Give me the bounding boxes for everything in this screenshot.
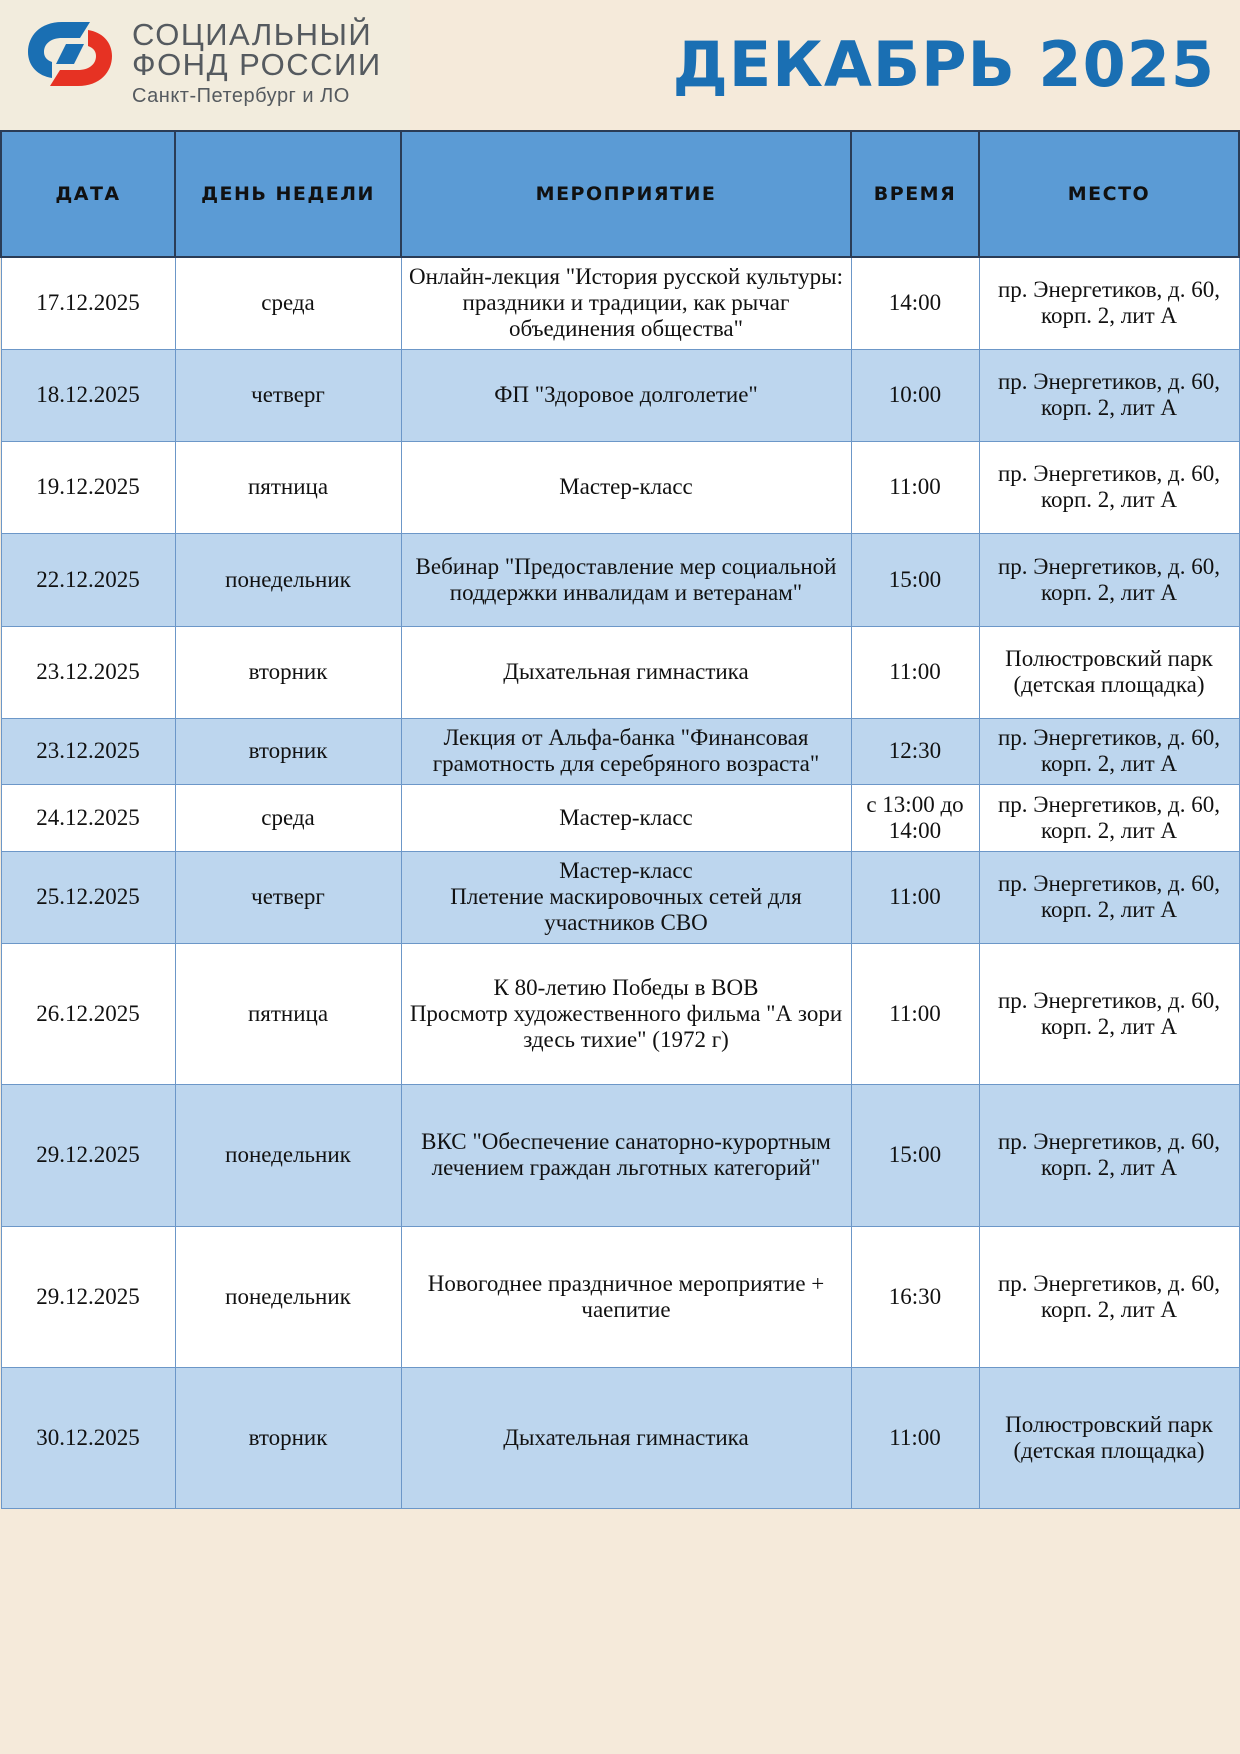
date-cell: 24.12.2025 [1,784,175,851]
date-cell: 22.12.2025 [1,533,175,626]
time-cell: 12:30 [851,718,979,784]
event-cell: Лекция от Альфа-банка "Финансовая грамотность для серебряного возраста" [401,718,851,784]
place-cell: пр. Энергетиков, д. 60, корп. 2, лит А [979,943,1239,1084]
event-cell: Дыхательная гимнастика [401,1367,851,1508]
date-cell: 26.12.2025 [1,943,175,1084]
table-row [1,1367,1239,1508]
time-cell: 11:00 [851,626,979,718]
place-cell: пр. Энергетиков, д. 60, корп. 2, лит А [979,257,1239,349]
place-cell: пр. Энергетиков, д. 60, корп. 2, лит А [979,718,1239,784]
date-cell: 29.12.2025 [1,1084,175,1226]
event-cell: Онлайн-лекция "История русской культуры: праздники и традиции, как рычаг объединения общества" [401,257,851,349]
sfr-logo-icon [22,16,118,92]
table-row [1,533,1239,626]
table-row [1,1084,1239,1226]
column-header-weekday: ДЕНЬ НЕДЕЛИ [175,131,401,257]
place-cell: Полюстровский парк (детская площадка) [979,1367,1239,1508]
time-cell: 15:00 [851,533,979,626]
time-cell: 16:30 [851,1226,979,1367]
table-row [1,943,1239,1084]
event-cell: Новогоднее праздничное мероприятие + чаепитие [401,1226,851,1367]
month-title: ДЕКАБРЬ 2025 [672,28,1215,101]
table-row [1,626,1239,718]
event-cell: Мастер-класс Плетение маскировочных сетей для участников СВО [401,851,851,943]
place-cell: пр. Энергетиков, д. 60, корп. 2, лит А [979,851,1239,943]
logo-line-1: СОЦИАЛЬНЫЙ [132,17,373,52]
table-row [1,784,1239,851]
date-cell: 29.12.2025 [1,1226,175,1367]
table-header-row [1,131,1239,257]
logo-text [132,17,382,110]
event-cell: Дыхательная гимнастика [401,626,851,718]
table-row [1,851,1239,943]
time-cell: 14:00 [851,257,979,349]
event-cell: Мастер-класс [401,441,851,533]
page-header [0,0,1240,130]
weekday-cell: понедельник [175,533,401,626]
column-header-event: МЕРОПРИЯТИЕ [401,131,851,257]
column-header-time: ВРЕМЯ [851,131,979,257]
place-cell: пр. Энергетиков, д. 60, корп. 2, лит А [979,1226,1239,1367]
weekday-cell: вторник [175,718,401,784]
column-header-date: ДАТА [1,131,175,257]
date-cell: 19.12.2025 [1,441,175,533]
time-cell: 10:00 [851,349,979,441]
weekday-cell: понедельник [175,1084,401,1226]
events-table [0,130,1240,1509]
time-cell: с 13:00 до 14:00 [851,784,979,851]
place-cell: пр. Энергетиков, д. 60, корп. 2, лит А [979,784,1239,851]
date-cell: 23.12.2025 [1,626,175,718]
table-row [1,441,1239,533]
logo-line-2: ФОНД РОССИИ [132,47,382,82]
date-cell: 18.12.2025 [1,349,175,441]
event-cell: Вебинар "Предоставление мер социальной поддержки инвалидам и ветеранам" [401,533,851,626]
place-cell: Полюстровский парк (детская площадка) [979,626,1239,718]
time-cell: 11:00 [851,1367,979,1508]
logo [0,0,410,130]
logo-line-3: Санкт-Петербург и ЛО [132,85,350,107]
table-row [1,718,1239,784]
event-cell: Мастер-класс [401,784,851,851]
table-row [1,257,1239,349]
event-cell: ВКС "Обеспечение санаторно-курортным лечением граждан льготных категорий" [401,1084,851,1226]
time-cell: 11:00 [851,441,979,533]
place-cell: пр. Энергетиков, д. 60, корп. 2, лит А [979,441,1239,533]
table-row [1,349,1239,441]
weekday-cell: четверг [175,349,401,441]
time-cell: 11:00 [851,851,979,943]
place-cell: пр. Энергетиков, д. 60, корп. 2, лит А [979,349,1239,441]
time-cell: 15:00 [851,1084,979,1226]
weekday-cell: вторник [175,626,401,718]
date-cell: 25.12.2025 [1,851,175,943]
place-cell: пр. Энергетиков, д. 60, корп. 2, лит А [979,1084,1239,1226]
weekday-cell: понедельник [175,1226,401,1367]
table-row [1,1226,1239,1367]
weekday-cell: пятница [175,441,401,533]
place-cell: пр. Энергетиков, д. 60, корп. 2, лит А [979,533,1239,626]
weekday-cell: пятница [175,943,401,1084]
date-cell: 30.12.2025 [1,1367,175,1508]
column-header-place: МЕСТО [979,131,1239,257]
date-cell: 17.12.2025 [1,257,175,349]
date-cell: 23.12.2025 [1,718,175,784]
event-cell: ФП "Здоровое долголетие" [401,349,851,441]
event-cell: К 80-летию Победы в ВОВ Просмотр художественного фильма "А зори здесь тихие" (1972 г) [401,943,851,1084]
weekday-cell: среда [175,784,401,851]
weekday-cell: вторник [175,1367,401,1508]
weekday-cell: четверг [175,851,401,943]
time-cell: 11:00 [851,943,979,1084]
weekday-cell: среда [175,257,401,349]
